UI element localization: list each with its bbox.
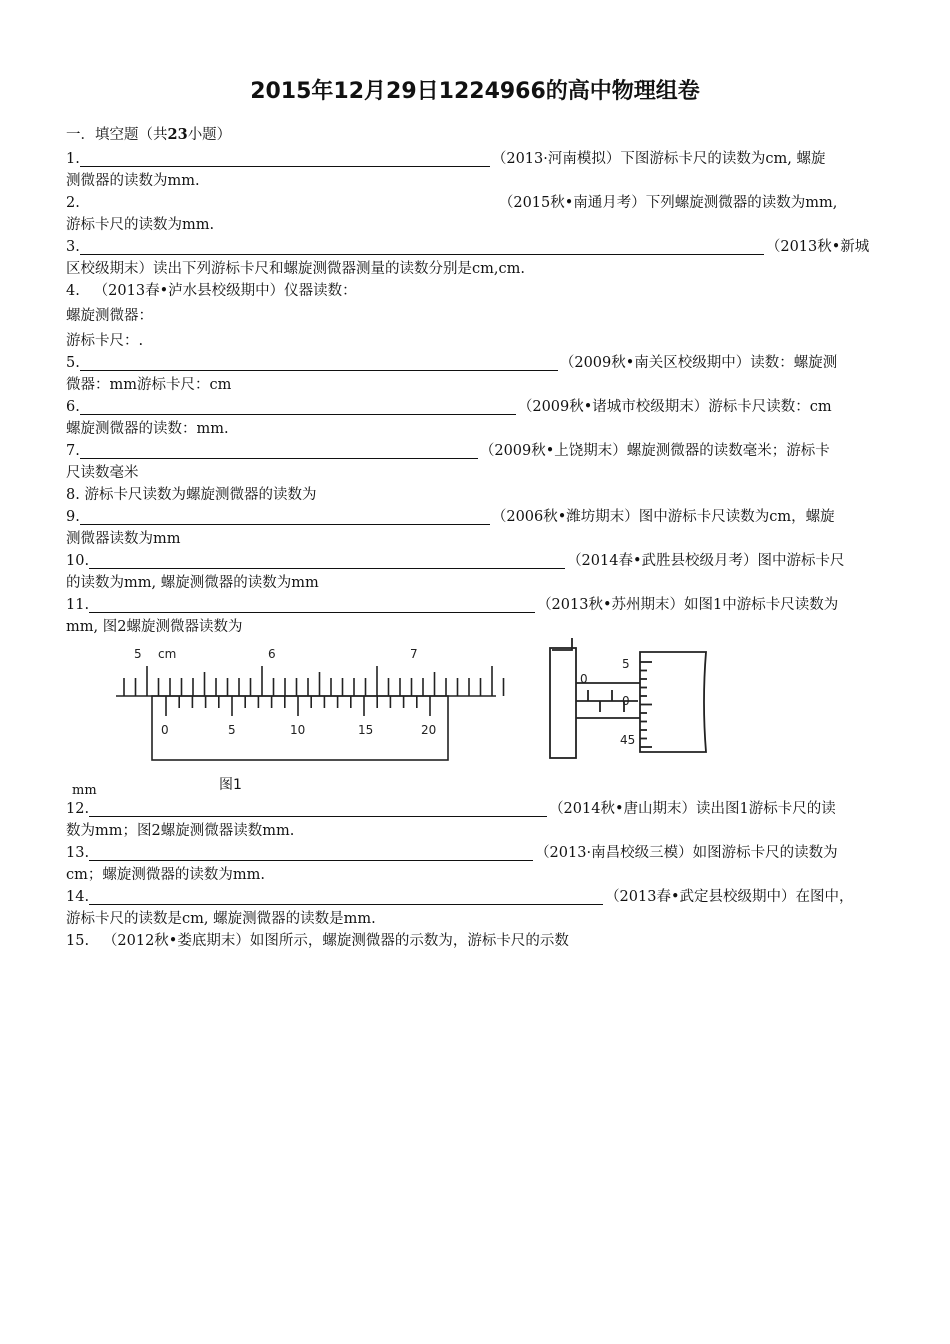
- question-7: 7. （2009秋•上饶期末）螺旋测微器的读数毫米；游标卡 尺读数毫米: [66, 443, 830, 481]
- thimble-label: 45: [620, 733, 636, 747]
- vernier-label: 0: [161, 723, 169, 737]
- vernier-caliper: [116, 666, 504, 760]
- figure-unit: mm: [72, 783, 97, 798]
- vernier-caliper-diagram: [66, 638, 886, 798]
- vernier-label: 5: [228, 723, 236, 737]
- question-2: 2. （2015秋•南通月考）下列螺旋测微器的读数为mm, 游标卡尺的读数为mm.: [66, 195, 838, 233]
- answer-blank[interactable]: [89, 845, 533, 861]
- vernier-label: 15: [358, 723, 374, 737]
- measurement-figure: [66, 638, 886, 798]
- answer-blank[interactable]: [80, 509, 490, 525]
- question-list: [66, 124, 886, 952]
- vernier-label: 20: [421, 723, 437, 737]
- document-title: 2015年12月29日1224966的高中物理组卷: [250, 79, 700, 104]
- vernier-label: 10: [290, 723, 306, 737]
- answer-blank[interactable]: [89, 597, 535, 613]
- answer-blank[interactable]: [80, 399, 516, 415]
- main-scale-label: 6: [268, 647, 276, 661]
- question-15: 15. （2012秋•娄底期末）如图所示，螺旋测微器的示数为，游标卡尺的示数: [66, 933, 569, 949]
- answer-blank[interactable]: [80, 151, 490, 167]
- answer-blank[interactable]: [80, 239, 764, 255]
- question-5: 5. （2009秋•南关区校级期中）读数：螺旋测 微器：mm游标卡尺：cm: [66, 355, 838, 393]
- sleeve-label: 0: [580, 672, 588, 686]
- micrometer-frame: [550, 648, 576, 758]
- thimble-label: 0: [622, 694, 630, 708]
- question-6: 6. （2009秋•诸城市校级期末）游标卡尺读数：cm 螺旋测微器的读数：mm.: [66, 399, 832, 437]
- section-heading: 一．填空题（共23小题）: [66, 126, 232, 143]
- micrometer-thimble: [640, 652, 706, 752]
- thimble-label: 5: [622, 657, 630, 671]
- question-9: 9. （2006秋•潍坊期末）图中游标卡尺读数为cm，螺旋 测微器读数为mm: [66, 509, 835, 547]
- main-scale-label: 7: [410, 647, 418, 661]
- main-scale-label: 5: [134, 647, 142, 661]
- main-scale-ticks: [124, 666, 504, 696]
- answer-blank[interactable]: [89, 553, 565, 569]
- vernier-scale-ticks: [166, 696, 430, 716]
- thimble-ticks: [640, 662, 652, 747]
- figure-caption: 图1: [219, 777, 242, 793]
- answer-blank[interactable]: [89, 889, 603, 905]
- question-1: 1. （2013·河南模拟）下图游标卡尺的读数为cm, 螺旋 测微器的读数为mm.: [66, 151, 826, 189]
- question-3: 3. （2013秋•新城 区校级期末）读出下列游标卡尺和螺旋测微器测量的读数分别是cm,cm.: [66, 239, 870, 277]
- answer-blank[interactable]: [80, 443, 478, 459]
- question-12: 12. （2014秋•唐山期末）读出图1游标卡尺的读 数为mm；图2螺旋测微器读数mm.: [66, 801, 836, 839]
- question-4: 4. （2013春•泸水县校级期中）仪器读数： 螺旋测微器： 游标卡尺：.: [66, 283, 357, 349]
- answer-blank[interactable]: [89, 801, 547, 817]
- question-11: 11. （2013秋•苏州期末）如图1中游标卡尺读数为 mm, 图2螺旋测微器读数为: [66, 597, 839, 635]
- question-13: 13. （2013·南昌校级三模）如图游标卡尺的读数为 cm；螺旋测微器的读数为mm.: [66, 845, 838, 883]
- answer-blank[interactable]: [80, 196, 497, 211]
- question-14: 14. （2013春•武定县校级期中）在图中， 游标卡尺的读数是cm, 螺旋测微器的读数是mm.: [66, 889, 854, 927]
- question-10: 10. （2014春•武胜县校级月考）图中游标卡尺 的读数为mm, 螺旋测微器的读数为mm: [66, 553, 845, 591]
- answer-blank[interactable]: [80, 355, 558, 371]
- question-8: 8. 游标卡尺读数为螺旋测微器的读数为: [66, 487, 317, 503]
- main-scale-unit: cm: [158, 647, 177, 661]
